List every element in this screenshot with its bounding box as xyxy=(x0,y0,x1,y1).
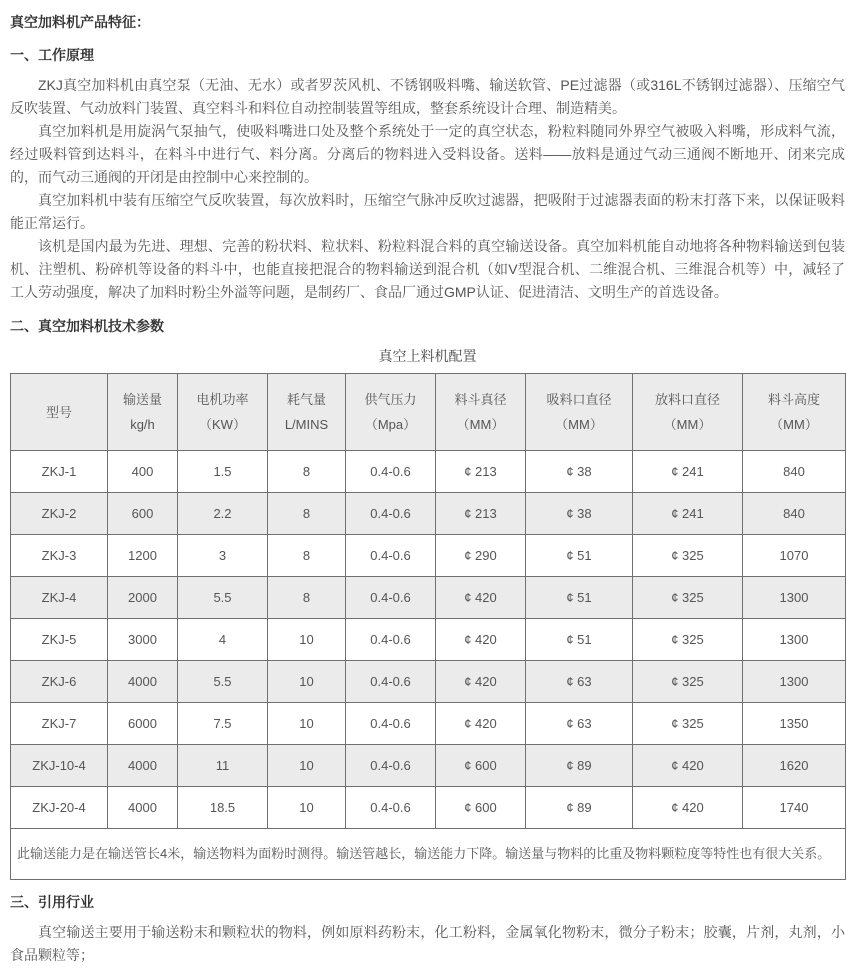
section-heading-tech-params: 二、真空加料机技术参数 xyxy=(10,318,164,334)
table-cell: ¢ 600 xyxy=(436,787,526,829)
table-cell: 0.4-0.6 xyxy=(346,787,436,829)
table-row xyxy=(11,703,846,745)
table-cell: 1300 xyxy=(743,619,846,661)
column-header: 电机功率 （KW） xyxy=(178,374,268,451)
table-cell: ZKJ-7 xyxy=(11,703,108,745)
paragraph-industries: 真空输送主要用于输送粉末和颗粒状的物料，例如原料药粉末，化工粉料，金属氧化物粉末，微分子粉末；胶囊，片剂，丸剂，小食品颗粒等； xyxy=(10,924,845,963)
column-header: 料斗高度 （MM） xyxy=(743,374,846,451)
table-cell: 4000 xyxy=(108,787,178,829)
table-cell: 2.2 xyxy=(178,493,268,535)
table-cell: 600 xyxy=(108,493,178,535)
table-cell: 0.4-0.6 xyxy=(346,745,436,787)
table-cell: 8 xyxy=(268,535,346,577)
paragraph-working-principle-3: 真空加料机中装有压缩空气反吹装置，每次放料时，压缩空气脉冲反吹过滤器，把吸附于过滤器表面的粉末打落下来，以保证吸料能正常运行。 xyxy=(10,192,845,231)
table-cell: 5.5 xyxy=(178,577,268,619)
section-heading-industries: 三、引用行业 xyxy=(10,894,94,910)
table-cell: 0.4-0.6 xyxy=(346,619,436,661)
table-cell: ZKJ-5 xyxy=(11,619,108,661)
table-cell: 400 xyxy=(108,451,178,493)
table-cell: ¢ 325 xyxy=(633,577,743,619)
table-cell: ¢ 420 xyxy=(633,745,743,787)
table-cell: 0.4-0.6 xyxy=(346,661,436,703)
table-cell: ZKJ-20-4 xyxy=(11,787,108,829)
table-cell: 10 xyxy=(268,787,346,829)
table-row xyxy=(11,493,846,535)
table-cell: ¢ 38 xyxy=(526,493,633,535)
table-cell: ¢ 600 xyxy=(436,745,526,787)
table-cell: 6000 xyxy=(108,703,178,745)
column-header: 输送量 kg/h xyxy=(108,374,178,451)
column-header: 吸料口直径 （MM） xyxy=(526,374,633,451)
header-row xyxy=(11,374,846,451)
table-cell: 1070 xyxy=(743,535,846,577)
table-cell: ZKJ-4 xyxy=(11,577,108,619)
table-cell: ZKJ-6 xyxy=(11,661,108,703)
document xyxy=(10,12,845,967)
table-row xyxy=(11,535,846,577)
table-cell: 0.4-0.6 xyxy=(346,535,436,577)
table-cell: 0.4-0.6 xyxy=(346,577,436,619)
table-cell: ¢ 51 xyxy=(526,619,633,661)
section-heading-working-principle: 一、工作原理 xyxy=(10,47,94,63)
table-cell: 8 xyxy=(268,451,346,493)
table-cell: 3000 xyxy=(108,619,178,661)
table-cell: ¢ 63 xyxy=(526,661,633,703)
table-cell: ¢ 325 xyxy=(633,661,743,703)
table-row xyxy=(11,661,846,703)
table-cell: 4000 xyxy=(108,661,178,703)
table-cell: ¢ 51 xyxy=(526,535,633,577)
table-cell: 5.5 xyxy=(178,661,268,703)
table-row xyxy=(11,619,846,661)
table-cell: ¢ 420 xyxy=(436,619,526,661)
table-cell: 10 xyxy=(268,619,346,661)
table-cell: ¢ 213 xyxy=(436,451,526,493)
column-header: 耗气量 L/MINS xyxy=(268,374,346,451)
spec-table xyxy=(10,373,846,880)
table-cell: 0.4-0.6 xyxy=(346,451,436,493)
table-cell: ¢ 63 xyxy=(526,703,633,745)
table-cell: 11 xyxy=(178,745,268,787)
table-cell: 840 xyxy=(743,493,846,535)
table-cell: 1.5 xyxy=(178,451,268,493)
table-cell: ¢ 420 xyxy=(436,703,526,745)
table-cell: 0.4-0.6 xyxy=(346,493,436,535)
table-cell: 1200 xyxy=(108,535,178,577)
paragraph-working-principle-2: 真空加料机是用旋涡气泵抽气，使吸料嘴进口处及整个系统处于一定的真空状态，粉粒料随同外界空气被吸入料嘴，形成料气流，经过吸料管到达料斗，在料斗中进行气、料分离。分离后的物料进入受料设备。送料——放料是通过气动三通阀不断地开、闭来完成的，而气动三通阀的开闭是由控制中心来控制的。 xyxy=(10,123,845,185)
table-cell: 0.4-0.6 xyxy=(346,703,436,745)
table-cell: 1740 xyxy=(743,787,846,829)
table-cell: 10 xyxy=(268,661,346,703)
table-cell: ZKJ-10-4 xyxy=(11,745,108,787)
table-cell: ¢ 89 xyxy=(526,745,633,787)
table-cell: ¢ 420 xyxy=(436,661,526,703)
table-cell: ¢ 241 xyxy=(633,493,743,535)
table-cell: 7.5 xyxy=(178,703,268,745)
spec-table-head xyxy=(11,374,846,451)
table-cell: 1620 xyxy=(743,745,846,787)
table-title: 真空上料机配置 xyxy=(378,348,477,364)
table-cell: 4 xyxy=(178,619,268,661)
table-cell: ZKJ-3 xyxy=(11,535,108,577)
table-cell: ¢ 325 xyxy=(633,619,743,661)
table-cell: ¢ 420 xyxy=(436,577,526,619)
spec-table-body xyxy=(11,451,846,880)
column-header: 型号 xyxy=(11,374,108,451)
table-cell: 3 xyxy=(178,535,268,577)
table-cell: ¢ 241 xyxy=(633,451,743,493)
table-cell: ZKJ-2 xyxy=(11,493,108,535)
table-cell: 840 xyxy=(743,451,846,493)
table-cell: ¢ 325 xyxy=(633,535,743,577)
table-cell: 1300 xyxy=(743,577,846,619)
table-cell: 2000 xyxy=(108,577,178,619)
table-cell: 8 xyxy=(268,493,346,535)
table-row xyxy=(11,577,846,619)
table-cell: ¢ 325 xyxy=(633,703,743,745)
table-cell: 18.5 xyxy=(178,787,268,829)
table-cell: ¢ 89 xyxy=(526,787,633,829)
column-header: 供气压力 （Mpa） xyxy=(346,374,436,451)
table-cell: ¢ 290 xyxy=(436,535,526,577)
column-header: 放料口直径 （MM） xyxy=(633,374,743,451)
paragraph-working-principle-1: ZKJ真空加料机由真空泵（无油、无水）或者罗茨风机、不锈钢吸料嘴、输送软管、PE过滤器（或316L不锈钢过滤器）、压缩空气反吹装置、气动放料门装置、真空料斗和料位自动控制装置等组成，整套系统设计合理、制造精美。 xyxy=(10,77,845,116)
table-cell: ZKJ-1 xyxy=(11,451,108,493)
table-cell: 1300 xyxy=(743,661,846,703)
table-cell: 8 xyxy=(268,577,346,619)
table-note-row xyxy=(11,829,846,880)
page-title: 真空加料机产品特征： xyxy=(10,14,150,30)
table-cell: 1350 xyxy=(743,703,846,745)
table-row xyxy=(11,745,846,787)
table-cell: 10 xyxy=(268,745,346,787)
table-note: 此输送能力是在输送管长4米，输送物料为面粉时测得。输送管越长，输送能力下降。输送量与物料的比重及物料颗粒度等特性也有很大关系。 xyxy=(11,829,846,880)
table-cell: 4000 xyxy=(108,745,178,787)
table-cell: ¢ 51 xyxy=(526,577,633,619)
paragraph-working-principle-4: 该机是国内最为先进、理想、完善的粉状料、粒状料、粉粒料混合料的真空输送设备。真空加料机能自动地将各种物料输送到包装机、注塑机、粉碎机等设备的料斗中，也能直接把混合的物料输送到混合机（如V型混合机、二维混合机、三维混合机等）中，减轻了工人劳动强度，解决了加料时粉尘外溢等问题，是制药厂、食品厂通过GMP认证、促进清洁、文明生产的首选设备。 xyxy=(10,238,845,300)
table-cell: ¢ 213 xyxy=(436,493,526,535)
table-cell: ¢ 38 xyxy=(526,451,633,493)
table-cell: ¢ 420 xyxy=(633,787,743,829)
column-header: 料斗真径 （MM） xyxy=(436,374,526,451)
table-cell: 10 xyxy=(268,703,346,745)
table-row xyxy=(11,451,846,493)
